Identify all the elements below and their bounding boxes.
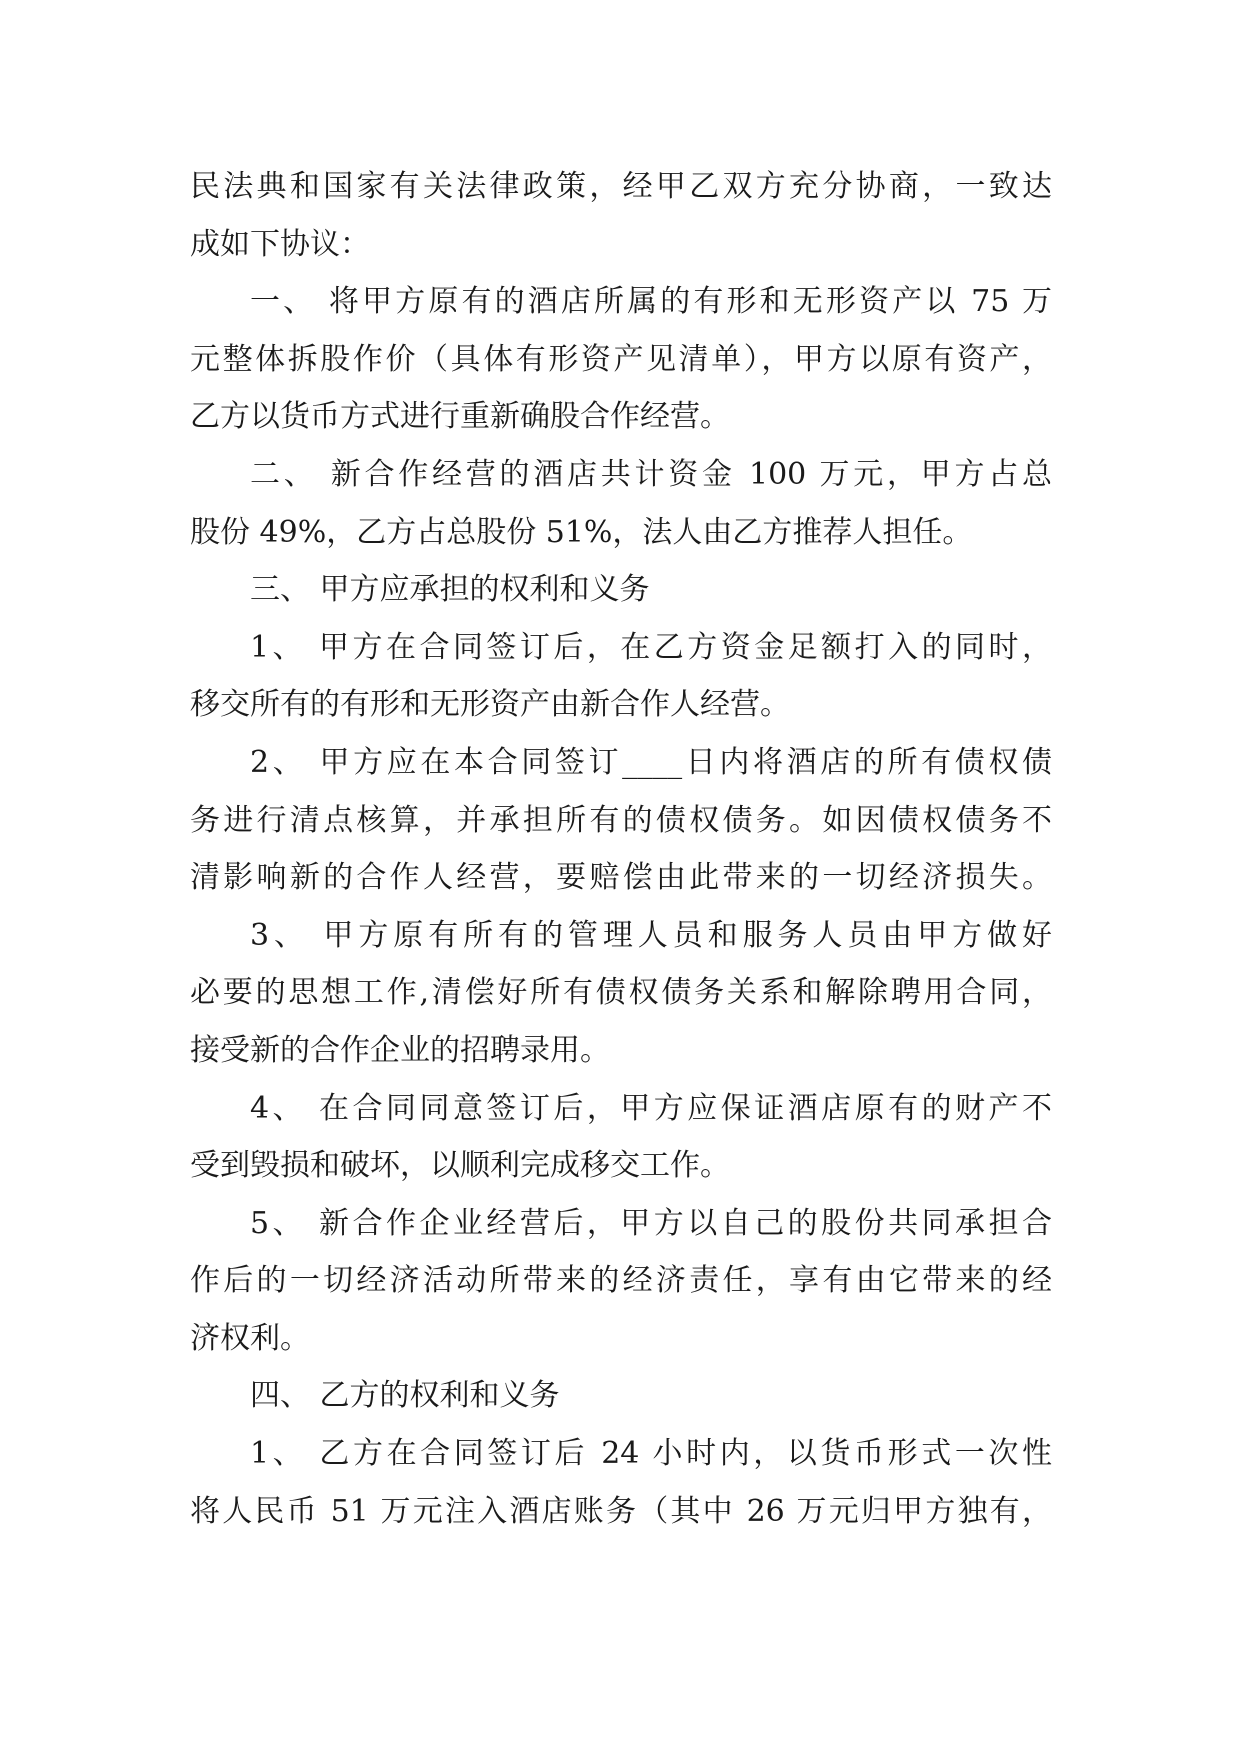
text-line: 作后的一切经济活动所带来的经济责任，享有由它带来的经 bbox=[190, 1263, 1052, 1299]
text-line: 元整体拆股作价（具体有形资产见清单），甲方以原有资产， bbox=[190, 341, 1052, 377]
text-line: 1、 乙方在合同签订后 24 小时内，以货币形式一次性 bbox=[250, 1436, 1052, 1472]
text-line: 成如下协议： bbox=[190, 226, 370, 262]
text-line: 3、 甲方原有所有的管理人员和服务人员由甲方做好 bbox=[250, 917, 1052, 953]
text-line: 移交所有的有形和无形资产由新合作人经营。 bbox=[190, 687, 790, 723]
text-line: 2、 甲方应在本合同签订____日内将酒店的所有债权债 bbox=[250, 744, 1052, 780]
text-line: 接受新的合作企业的招聘录用。 bbox=[190, 1032, 610, 1068]
text-line: 民法典和国家有关法律政策，经甲乙双方充分协商，一致达 bbox=[190, 169, 1052, 204]
text-line: 四、 乙方的权利和义务 bbox=[250, 1378, 560, 1414]
text-line: 将人民币 51 万元注入酒店账务（其中 26 万元归甲方独有， bbox=[190, 1493, 1052, 1529]
contract-body bbox=[190, 158, 1052, 1540]
text-line: 二、 新合作经营的酒店共计资金 100 万元，甲方占总 bbox=[250, 456, 1052, 492]
text-line: 1、 甲方在合同签订后，在乙方资金足额打入的同时， bbox=[250, 629, 1052, 665]
text-line: 清影响新的合作人经营，要赔偿由此带来的一切经济损失。 bbox=[190, 860, 1052, 896]
text-line: 济权利。 bbox=[190, 1320, 310, 1356]
text-line: 5、 新合作企业经营后，甲方以自己的股份共同承担合 bbox=[250, 1205, 1052, 1241]
text-line: 三、 甲方应承担的权利和义务 bbox=[250, 572, 650, 608]
text-line: 务进行清点核算，并承担所有的债权债务。如因债权债务不 bbox=[190, 802, 1052, 838]
text-line: 股份 49%，乙方占总股份 51%，法人由乙方推荐人担任。 bbox=[190, 514, 973, 550]
text-line: 4、 在合同同意签订后，甲方应保证酒店原有的财产不 bbox=[250, 1090, 1052, 1126]
text-line: 受到毁损和破坏，以顺利完成移交工作。 bbox=[190, 1148, 730, 1184]
text-line: 一、 将甲方原有的酒店所属的有形和无形资产以 75 万 bbox=[250, 284, 1052, 320]
text-line: 必要的思想工作,清偿好所有债权债务关系和解除聘用合同， bbox=[190, 975, 1052, 1011]
text-line: 乙方以货币方式进行重新确股合作经营。 bbox=[190, 399, 730, 435]
